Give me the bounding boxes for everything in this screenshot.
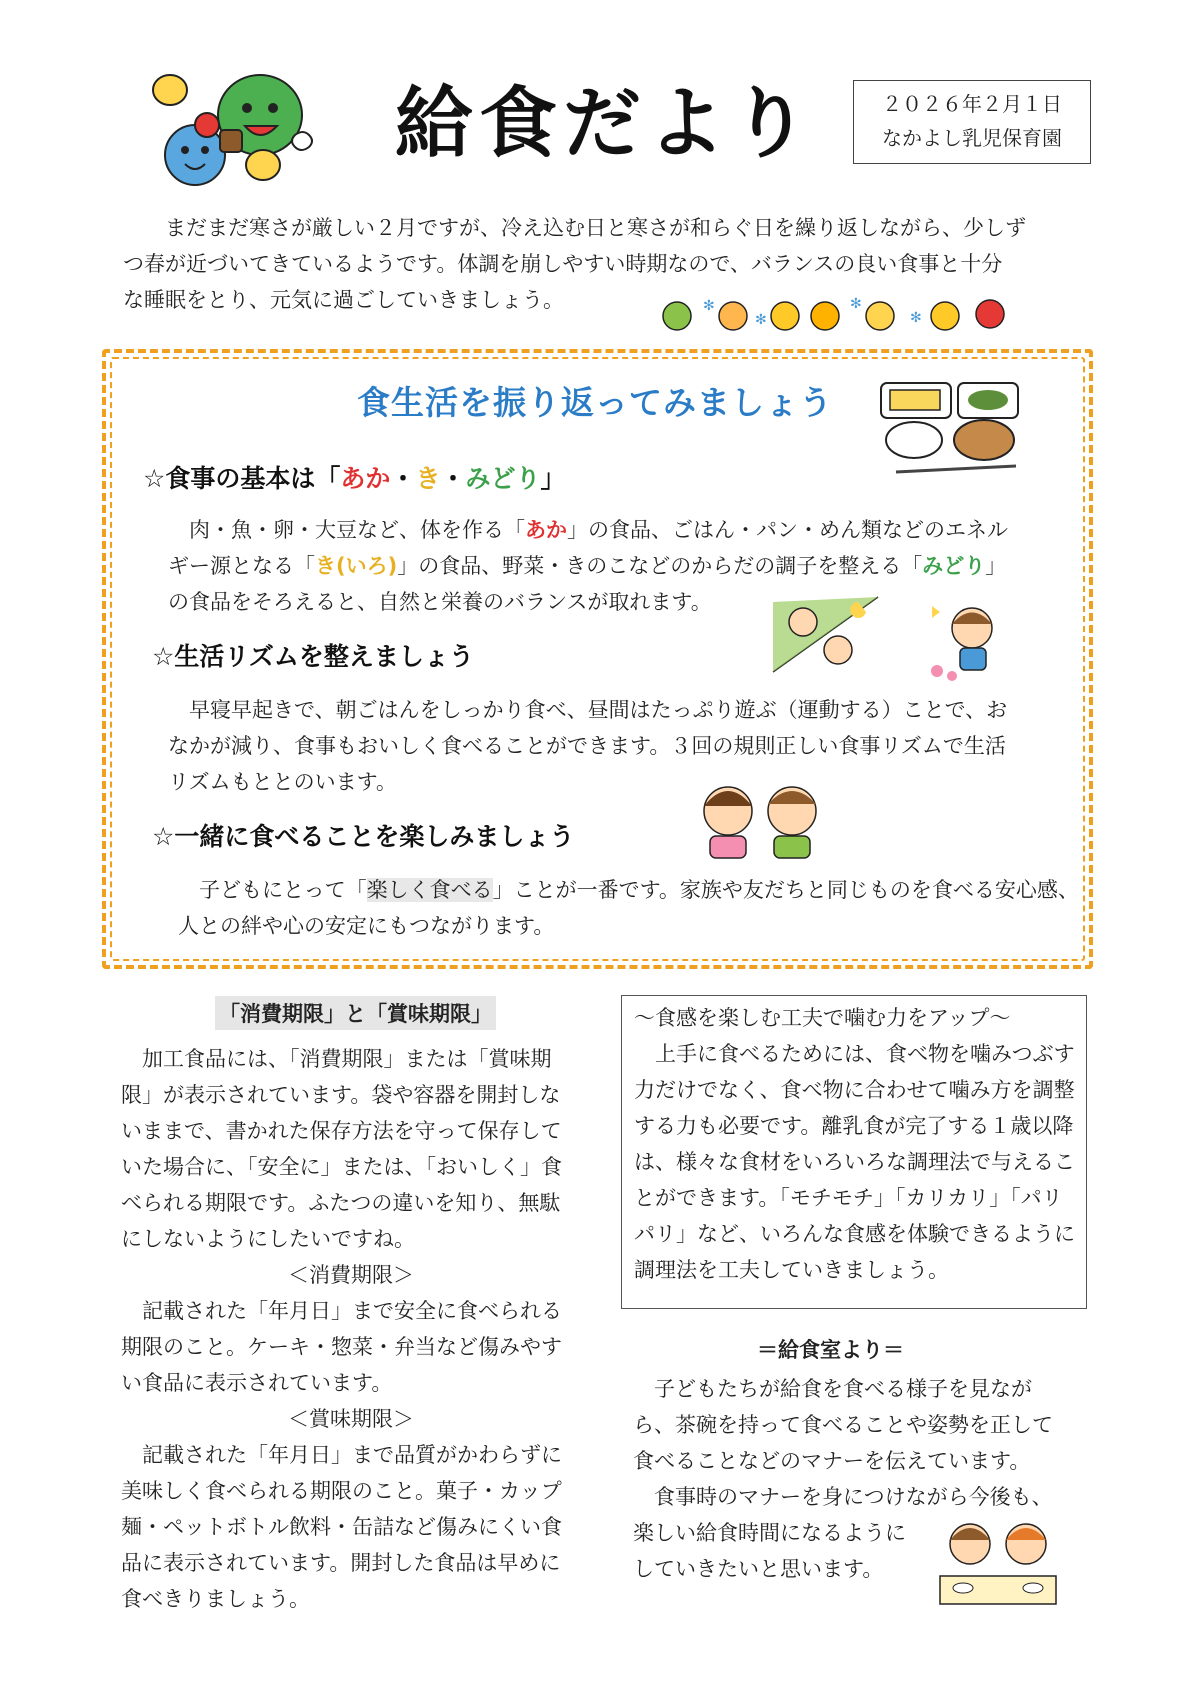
section-heading-color-groups: ☆食事の基本は「あか・き・みどり」 [143, 464, 566, 493]
newsletter-title: 給食だより [395, 79, 816, 169]
expiry-paragraph: 加工食品には、「消費期限」または「賞味期 限」が表示されています。袋や容器を開封しな いままで、書かれた保存方法を守って保存して いた場合に、「安全に」または、「おいしく」食 べられる期限です。ふたつの違いを知り、無駄 にしないようにしたいですね。 ＜消費期限＞ 記載された「年月日」まで安全に食べられる 期限のこと。ケーキ・惣菜・弁当など傷みやす い食品に表示されています。 ＜賞味期限＞ 記載された「年月日」まで品質がかわらずに 美味しく食べられる期限のこと。菓子・カップ 麺・ペットボトル飲料・缶詰など傷みにくい食 品に表示されています。開封した食品は早めに 食べきりましょう。 [121, 1041, 581, 1617]
life-rhythm-paragraph: 早寝早起きで、朝ごはんをしっかり食べ、昼間はたっぷり遊ぶ（運動する）ことで、お なかが減り、食事もおいしく食べることができます。３回の規則正しい食事リズムで生活 リズムもととのいます。 [168, 698, 1008, 794]
meal-tray-illustration [876, 378, 1026, 478]
aka-label: あか [340, 464, 391, 493]
intro-line: まだまだ寒さが厳しい２月ですが、冷え込む日と寒さが和らぐ日を繰り返しながら、少しず [165, 216, 1026, 240]
eat-together-paragraph: 子どもにとって「楽しく食べる」ことが一番です。家族や友だちと同じものを食べる安心感、 人との絆や心の安定にもつながります。 [178, 878, 1079, 938]
section-heading-life-rhythm: ☆生活リズムを整えましょう [152, 642, 474, 671]
children-at-table-illustration [938, 1516, 1058, 1608]
children-eating-illustration [690, 776, 835, 864]
svg-text:✻: ✻ [850, 296, 862, 312]
expiry-section-title: 「消費期限」と「賞味期限」 [215, 996, 496, 1030]
kitchen-section-title: ＝給食室より＝ [757, 1338, 904, 1362]
date-school-box [853, 80, 1091, 164]
vegetable-characters-decoration [655, 290, 1015, 336]
consumption-deadline-subheading: ＜消費期限＞ [288, 1263, 414, 1287]
color-groups-paragraph: 肉・魚・卵・大豆など、体を作る「あか」の食品、ごはん・パン・めん類などのエネル ギー源となる「き(いろ)」の食品、野菜・きのこなどのからだの調子を整える「みどり」 の食品をそろえると、自然と栄養のバランスが取れます。 [168, 518, 1008, 614]
midori-label: みどり [465, 464, 541, 493]
section-heading-eat-together: ☆一緒に食べることを楽しみましょう [152, 822, 575, 851]
ki-label: き [415, 464, 441, 493]
svg-text:✻: ✻ [910, 310, 922, 326]
mascot-characters-illustration [145, 60, 325, 200]
intro-line: な睡眠をとり、元気に過ごしていきましょう。 [123, 288, 564, 312]
intro-line: つ春が近づいてきているようです。体調を崩しやすい時期なので、バランスの良い食事と十分 [123, 252, 1003, 276]
child-playing-illustration [922, 596, 1007, 686]
best-before-subheading: ＜賞味期限＞ [288, 1407, 414, 1431]
kitchen-paragraph: 子どもたちが給食を食べる様子を見なが ら、茶碗を持って食べることや姿勢を正して 食べることなどのマナーを伝えています。 食事時のマナーを身につけながら今後も、 楽しい給食時間になるように していきたいと思います。 [633, 1377, 1053, 1581]
school-name: なかよし乳児保育園 [882, 126, 1062, 150]
svg-text:✻: ✻ [703, 298, 715, 314]
feature-title: 食生活を振り返ってみましょう [357, 383, 833, 422]
sleep-wake-illustration [768, 592, 883, 682]
texture-tips-content: ～食感を楽しむ工夫で噛む力をアップ～ 上手に食べるためには、食べ物を噛みつぶす 力だけでなく、食べ物に合わせて噛み方を調整 する力も必要です。離乳食が完了する１歳以降 は、様々な食材をいろいろな調理法で与えるこ とができます。「モチモチ」「カリカリ」「パリ パリ」など、いろんな食感を体験できるように 調理法を工夫していきましょう。 [634, 1000, 1084, 1288]
svg-text:✻: ✻ [755, 312, 767, 328]
issue-date: ２０２６年２月１日 [882, 92, 1062, 116]
texture-tips-title: ～食感を楽しむ工夫で噛む力をアップ～ [634, 1006, 1011, 1030]
